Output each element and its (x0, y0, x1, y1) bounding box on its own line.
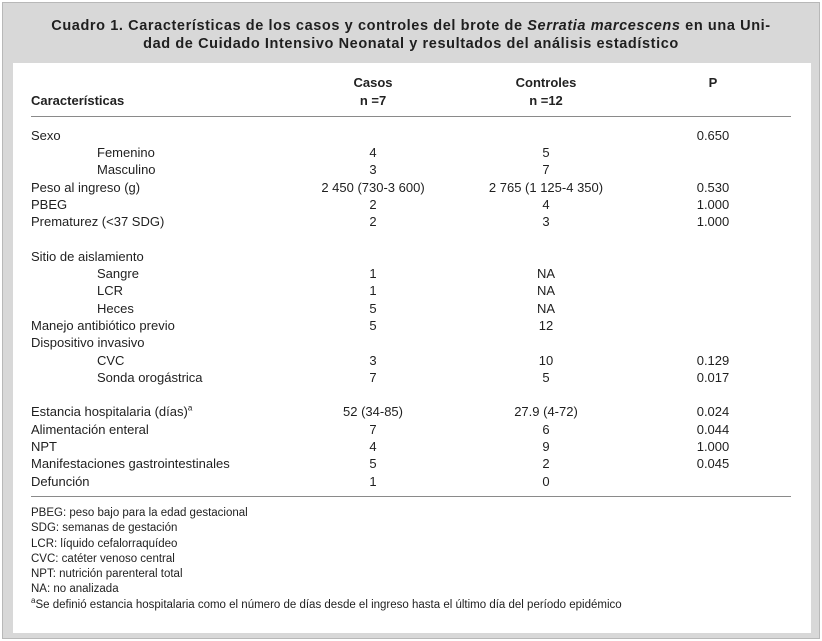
row-casos: 2 (369, 197, 377, 212)
row-casos: 4 (369, 439, 377, 454)
table-row (13, 438, 811, 455)
row-p: 0.045 (696, 456, 730, 471)
table-row (13, 473, 811, 490)
row-controles: 7 (542, 162, 550, 177)
title-prefix: Cuadro 1. Características de los casos y controles del brote de (51, 18, 528, 34)
row-p: 1.000 (696, 214, 730, 229)
table-row (13, 179, 811, 196)
row-label: Defunción (31, 474, 90, 489)
note-line: CVC: catéter venoso central (31, 552, 175, 565)
body-divider (31, 496, 791, 497)
row-label: Alimentación enteral (31, 422, 149, 437)
table-row (13, 265, 811, 282)
header-casos-n: n =7 (359, 93, 387, 108)
row-label: Masculino (97, 162, 156, 177)
row-casos: 1 (369, 266, 377, 281)
row-casos: 3 (369, 353, 377, 368)
table-row (13, 421, 811, 438)
table-row (13, 403, 811, 420)
header-p: P (708, 75, 718, 90)
footnote-marker: a (187, 403, 193, 413)
row-label: PBEG (31, 197, 68, 212)
row-label: Sangre (97, 266, 139, 281)
row-p: 0.044 (696, 422, 730, 437)
row-casos: 5 (369, 456, 377, 471)
row-controles: NA (536, 266, 556, 281)
row-p: 0.530 (696, 180, 730, 195)
row-casos: 52 (34-85) (343, 404, 403, 419)
row-casos: 4 (369, 145, 377, 160)
row-p: 1.000 (696, 439, 730, 454)
row-controles: NA (536, 283, 556, 298)
table-row (13, 334, 811, 351)
row-controles: 3 (542, 214, 550, 229)
row-label-text: Estancia hospitalaria (días) (31, 404, 188, 419)
header-caracteristicas: Características (31, 93, 125, 108)
table-row (13, 455, 811, 472)
table-title (3, 17, 819, 53)
row-controles: 6 (542, 422, 550, 437)
row-label: Manejo antibiótico previo (31, 318, 175, 333)
table-row (13, 144, 811, 161)
row-label: Sexo (31, 128, 61, 143)
row-casos: 7 (369, 422, 377, 437)
header-controles-n: n =12 (529, 93, 563, 108)
row-casos: 1 (369, 474, 377, 489)
table-row (13, 213, 811, 230)
title-suffix: en una Uni- (680, 18, 771, 34)
note-line: NPT: nutrición parenteral total (31, 568, 183, 581)
header-controles: Controles (515, 75, 577, 90)
row-controles: 2 (542, 456, 550, 471)
note-line: NA: no analizada (31, 583, 119, 596)
title-line-1 (3, 17, 819, 35)
table-row (13, 352, 811, 369)
row-controles: 5 (542, 370, 550, 385)
row-casos: 7 (369, 370, 377, 385)
row-label: Manifestaciones gastrointestinales (31, 456, 230, 471)
row-controles: 27.9 (4-72) (514, 404, 578, 419)
table-row (13, 282, 811, 299)
row-label: Heces (97, 301, 134, 316)
row-controles: 9 (542, 439, 550, 454)
row-label: Dispositivo invasivo (31, 335, 145, 350)
header-divider (31, 116, 791, 117)
row-p: 0.650 (696, 128, 730, 143)
row-casos: 2 (369, 214, 377, 229)
title-species: Serratia marcescens (527, 18, 681, 34)
row-label: Femenino (97, 145, 155, 160)
table-notes (31, 506, 622, 613)
row-controles: 2 765 (1 125-4 350) (488, 180, 604, 195)
row-label: LCR (97, 283, 124, 298)
table-row (13, 248, 811, 265)
table-row (13, 196, 811, 213)
row-casos: 1 (369, 283, 377, 298)
row-p: 0.024 (696, 404, 730, 419)
row-p: 1.000 (696, 197, 730, 212)
footnote-text: Se definió estancia hospitalaria como el número de días desde el ingreso hasta el último día del período epidémico (35, 598, 622, 611)
row-controles: 5 (542, 145, 550, 160)
row-controles: 0 (542, 474, 550, 489)
row-casos: 5 (369, 301, 377, 316)
table-frame (2, 2, 820, 639)
row-controles: 10 (538, 353, 554, 368)
table-row (13, 317, 811, 334)
note-line: SDG: semanas de gestación (31, 522, 178, 535)
row-casos: 2 450 (730-3 600) (321, 180, 425, 195)
row-label: Sitio de aislamiento (31, 249, 144, 264)
header-casos: Casos (353, 75, 393, 90)
row-label: Peso al ingreso (g) (31, 180, 141, 195)
footnote (31, 595, 622, 613)
row-label: Prematurez (<37 SDG) (31, 214, 165, 229)
table-row (13, 369, 811, 386)
note-line: LCR: líquido cefalorraquídeo (31, 537, 178, 550)
row-label: NPT (31, 439, 57, 454)
row-controles: 12 (538, 318, 554, 333)
table-panel (13, 63, 811, 633)
row-controles: NA (536, 301, 556, 316)
row-casos: 3 (369, 162, 377, 177)
row-label: CVC (97, 353, 125, 368)
title-line-2: dad de Cuidado Intensivo Neonatal y resultados del análisis estadístico (143, 36, 679, 52)
row-controles: 4 (542, 197, 550, 212)
note-line: PBEG: peso bajo para la edad gestacional (31, 507, 248, 519)
row-label: Sonda orogástrica (97, 370, 203, 385)
footnote-sup: a (31, 595, 36, 605)
row-p: 0.129 (696, 353, 730, 368)
row-p: 0.017 (696, 370, 730, 385)
row-casos: 5 (369, 318, 377, 333)
table-row (13, 161, 811, 178)
table-row (13, 300, 811, 317)
row-label (31, 403, 192, 420)
table-row (13, 127, 811, 144)
